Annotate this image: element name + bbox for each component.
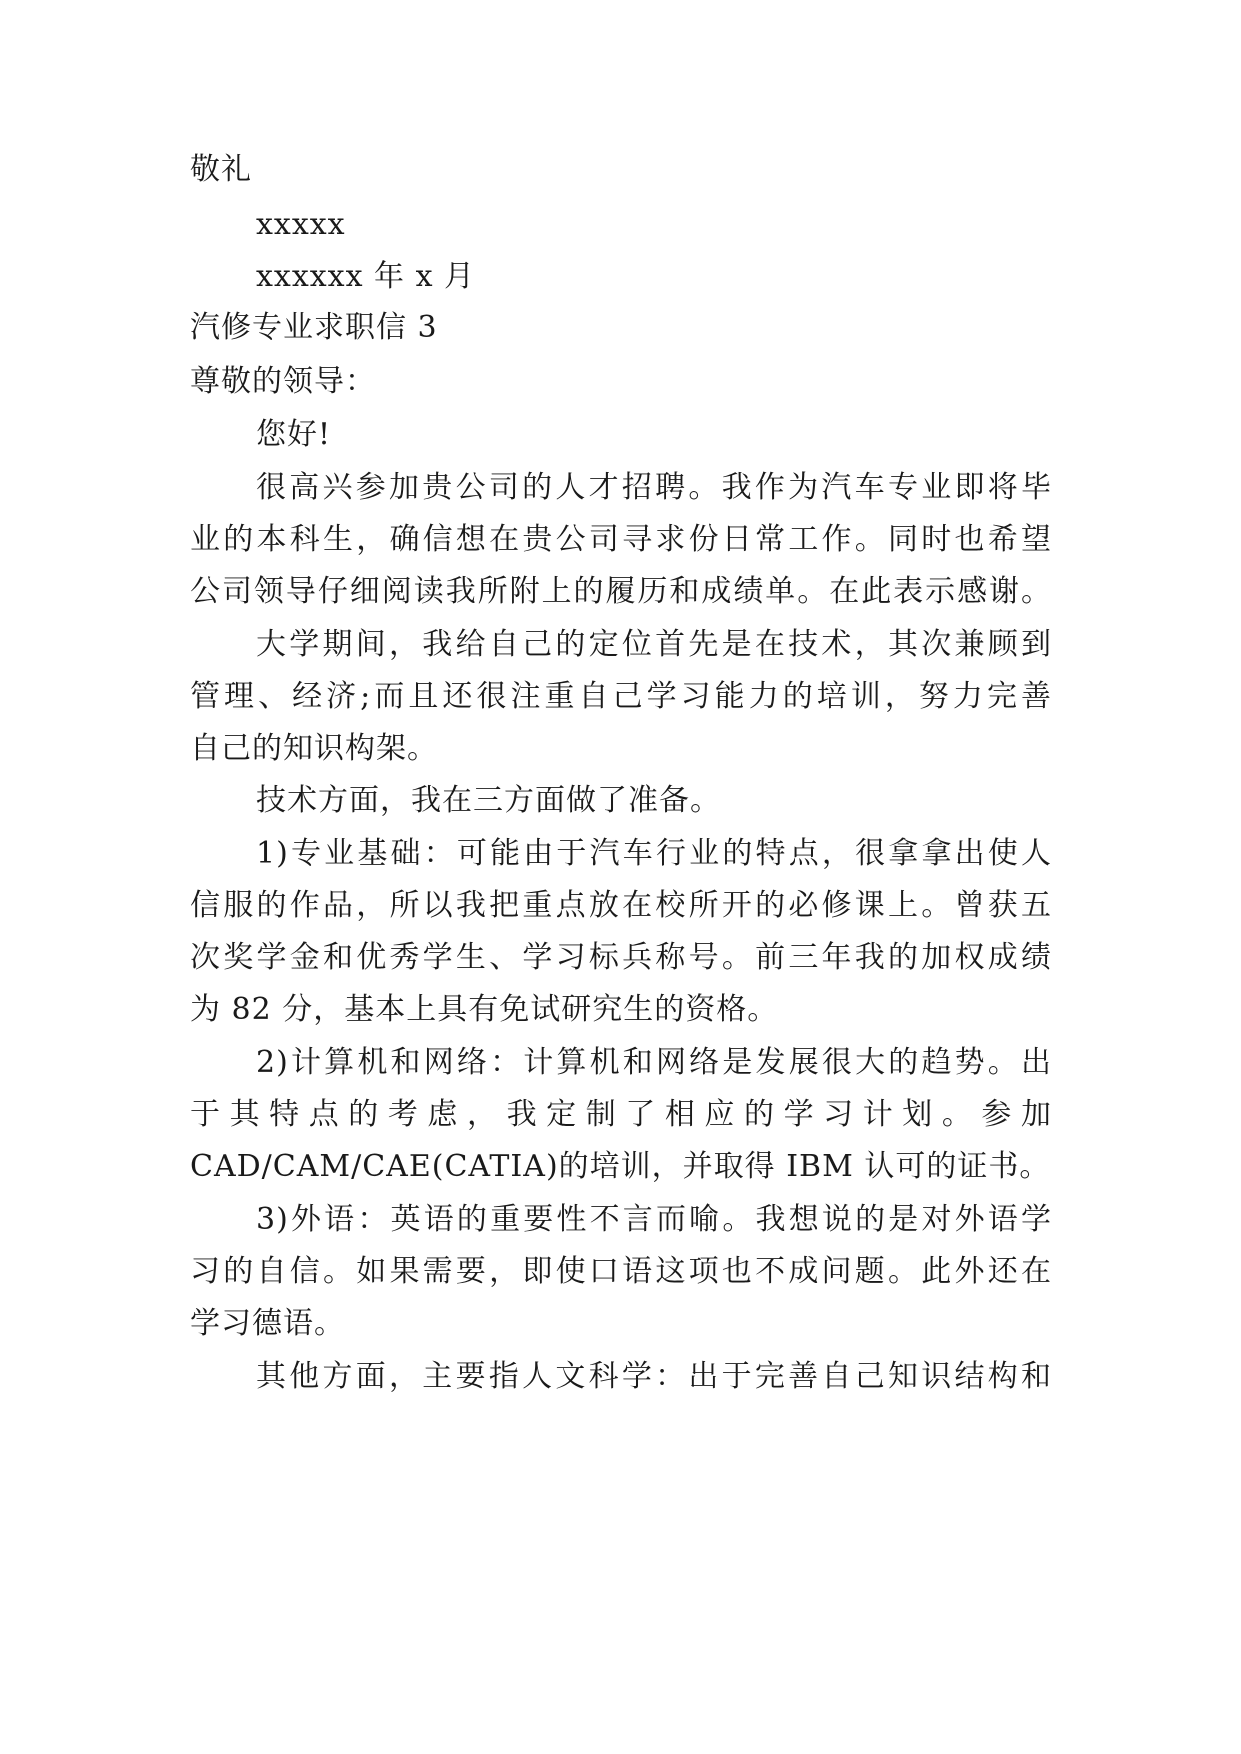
body-line: 习的自信。如果需要，即使口语这项也不成问题。此外还在 <box>190 1254 1052 1289</box>
body-line: 1)专业基础：可能由于汽车行业的特点，很拿拿出使人 <box>256 836 1052 871</box>
body-line: 次奖学金和优秀学生、学习标兵称号。前三年我的加权成绩 <box>190 940 1052 975</box>
letter-date: xxxxxx 年 x 月 <box>256 259 476 294</box>
addressee: 尊敬的领导： <box>190 364 376 399</box>
body-line: 管理、经济;而且还很注重自己学习能力的培训，努力完善 <box>190 679 1052 714</box>
body-line: 很高兴参加贵公司的人才招聘。我作为汽车专业即将毕 <box>256 470 1052 505</box>
body-line: 学习德语。 <box>190 1306 345 1341</box>
body-line: 于其特点的考虑，我定制了相应的学习计划。参加 <box>190 1097 1052 1132</box>
body-line: 公司领导仔细阅读我所附上的履历和成绩单。在此表示感谢。 <box>190 574 1052 609</box>
body-line: 技术方面，我在三方面做了准备。 <box>256 783 721 818</box>
body-line: 为 82 分，基本上具有免试研究生的资格。 <box>190 992 779 1027</box>
greeting: 您好! <box>256 417 332 452</box>
section-title: 汽修专业求职信 3 <box>190 310 438 345</box>
body-line: 大学期间，我给自己的定位首先是在技术，其次兼顾到 <box>256 627 1052 662</box>
body-line: 业的本科生，确信想在贵公司寻求份日常工作。同时也希望 <box>190 522 1052 557</box>
body-line: 3)外语：英语的重要性不言而喻。我想说的是对外语学 <box>256 1202 1052 1237</box>
signature: xxxxx <box>256 207 346 242</box>
body-line: 自己的知识构架。 <box>190 731 438 766</box>
body-line: 信服的作品，所以我把重点放在校所开的必修课上。曾获五 <box>190 888 1052 923</box>
closing-salutation: 敬礼 <box>190 152 252 187</box>
body-line: 2)计算机和网络：计算机和网络是发展很大的趋势。出 <box>256 1045 1052 1080</box>
body-line: 其他方面，主要指人文科学：出于完善自己知识结构和 <box>256 1359 1052 1394</box>
body-line: CAD/CAM/CAE(CATIA)的培训，并取得 IBM 认可的证书。 <box>190 1149 1051 1184</box>
